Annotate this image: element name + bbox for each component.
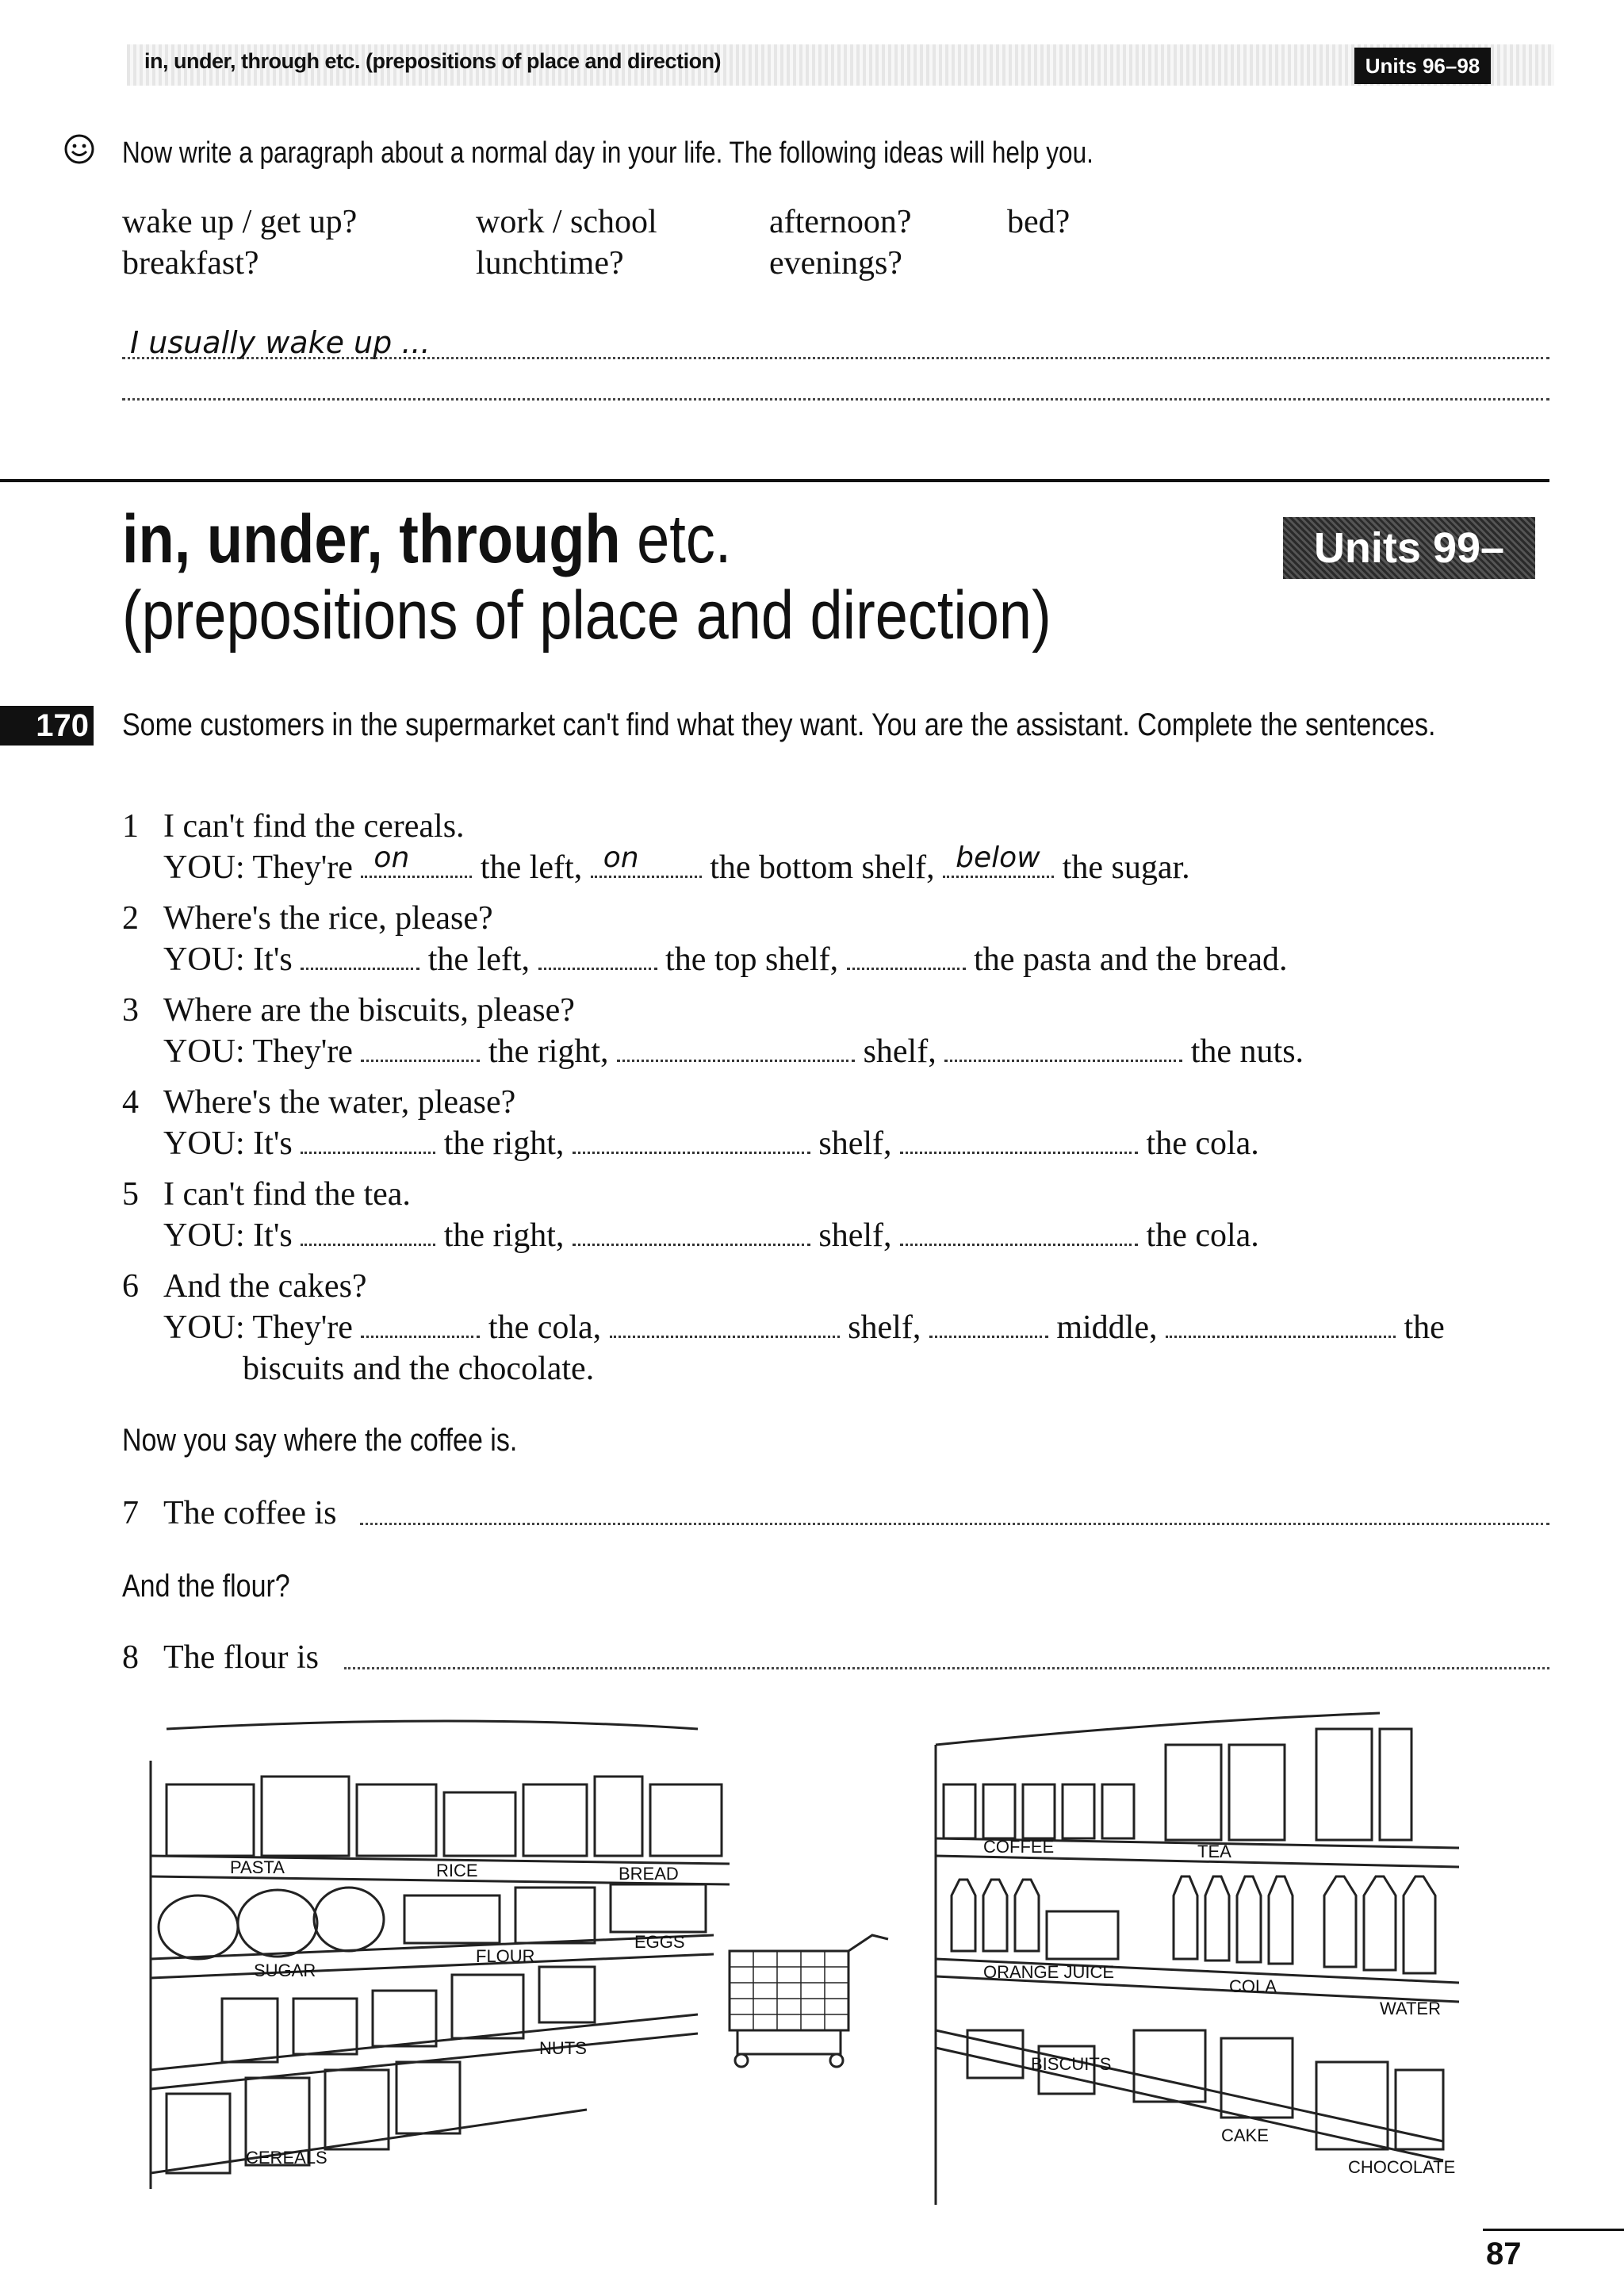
- shelf-label-tea: TEA: [1197, 1842, 1231, 1861]
- item-2-question: 2 Where's the rice, please?: [122, 900, 493, 937]
- item-6-question: 6 And the cakes?: [122, 1268, 367, 1305]
- coffee-prompt: Now you say where the coffee is.: [122, 1423, 518, 1458]
- item-6-blank-2[interactable]: [610, 1312, 840, 1338]
- item-5-blank-2[interactable]: [573, 1220, 810, 1246]
- item-3-question: 3 Where are the biscuits, please?: [122, 992, 575, 1029]
- shelf-label-cereals: CEREALS: [246, 2148, 327, 2168]
- item-6-continuation: biscuits and the chocolate.: [243, 1351, 595, 1387]
- shelf-label-eggs: EGGS: [634, 1932, 685, 1952]
- item-8-blank[interactable]: [344, 1667, 1549, 1669]
- exercise-number: 170: [0, 706, 94, 746]
- item-4-question: 4 Where's the water, please?: [122, 1084, 516, 1121]
- item-5-blank-1[interactable]: [301, 1220, 435, 1246]
- item-6-blank-1[interactable]: [361, 1312, 480, 1338]
- smiley-icon: [63, 133, 95, 165]
- units-badge-section: Units 99–103: [1283, 517, 1535, 579]
- item-4-answer: YOU: It's the right, shelf, the cola.: [163, 1125, 1259, 1162]
- item-1-answer: YOU: They're on the left, on the bottom shelf, below the sugar.: [163, 841, 1190, 886]
- shelf-label-sugar: SUGAR: [254, 1961, 316, 1980]
- item-2-answer: YOU: It's the left, the top shelf, the pasta and the bread.: [163, 941, 1288, 978]
- item-5-answer: YOU: It's the right, shelf, the cola.: [163, 1217, 1259, 1254]
- item-5-blank-3[interactable]: [900, 1220, 1138, 1246]
- section-title-rest: etc.: [620, 501, 732, 577]
- paragraph-answer-start: I usually wake up ...: [130, 325, 431, 360]
- idea-wake-up: wake up / get up?: [122, 204, 358, 240]
- shelf-label-water: WATER: [1380, 1999, 1441, 2018]
- item-1-blank-2[interactable]: on: [591, 852, 702, 878]
- section-title-bold: in, under, through: [122, 501, 621, 577]
- section-title: [122, 501, 1051, 654]
- shelf-label-nuts: NUTS: [539, 2038, 587, 2058]
- units-badge-top: Units 96–98: [1354, 48, 1491, 84]
- item-3-blank-2[interactable]: [617, 1036, 855, 1062]
- answer-line-2[interactable]: [122, 398, 1549, 401]
- shelf-label-cake: CAKE: [1221, 2125, 1269, 2145]
- idea-evenings: evenings?: [769, 245, 902, 282]
- item-2-blank-3[interactable]: [847, 944, 966, 970]
- item-3-blank-3[interactable]: [944, 1036, 1182, 1062]
- shelf-label-coffee: COFFEE: [983, 1837, 1055, 1857]
- item-3-blank-1[interactable]: [361, 1036, 480, 1062]
- section-subtitle: (prepositions of place and direction): [122, 577, 1051, 654]
- item-3-answer: YOU: They're the right, shelf, the nuts.: [163, 1033, 1304, 1070]
- item-6-blank-3[interactable]: [929, 1312, 1048, 1338]
- flour-prompt: And the flour?: [122, 1569, 290, 1604]
- idea-work-school: work / school: [476, 204, 657, 240]
- shelf-label-chocolate: CHOCOLATE: [1348, 2157, 1456, 2177]
- item-1-question: 1 I can't find the cereals.: [122, 808, 465, 845]
- item-6-blank-4[interactable]: [1166, 1312, 1396, 1338]
- shelf-label-orange-juice: ORANGE JUICE: [983, 1962, 1115, 1982]
- item-8: 8 The flour is: [122, 1639, 319, 1676]
- answer-line-1[interactable]: [122, 357, 1549, 359]
- idea-afternoon: afternoon?: [769, 204, 912, 240]
- page-number: 87: [1486, 2237, 1522, 2271]
- item-1-blank-1[interactable]: on: [361, 852, 472, 878]
- item-7: 7 The coffee is: [122, 1495, 337, 1531]
- exercise-instruction: Some customers in the supermarket can't find what they want. You are the assistant. Complete the sentences.: [122, 707, 1436, 742]
- item-6-answer: YOU: They're the cola, shelf, middle, the: [163, 1309, 1445, 1346]
- item-2-blank-1[interactable]: [301, 944, 419, 970]
- shelf-label-flour: FLOUR: [476, 1946, 535, 1966]
- running-header-title: in, under, through etc. (prepositions of place and direction): [144, 49, 722, 73]
- item-4-blank-1[interactable]: [301, 1128, 435, 1154]
- supermarket-illustration: [143, 1697, 1507, 2205]
- shelf-label-biscuits: BISCUITS: [1031, 2054, 1112, 2074]
- item-7-blank[interactable]: [360, 1523, 1549, 1525]
- item-5-question: 5 I can't find the tea.: [122, 1176, 411, 1213]
- page-number-rule: [1483, 2229, 1624, 2231]
- item-4-blank-3[interactable]: [900, 1128, 1138, 1154]
- item-2-blank-2[interactable]: [538, 944, 657, 970]
- idea-lunchtime: lunchtime?: [476, 245, 624, 282]
- paragraph-prompt: Now write a paragraph about a normal day in your life. The following ideas will help you.: [122, 136, 1094, 170]
- item-1-blank-3[interactable]: below: [943, 852, 1054, 878]
- shelf-label-bread: BREAD: [619, 1864, 679, 1884]
- shelf-label-cola: COLA: [1229, 1976, 1277, 1996]
- section-divider: [0, 479, 1549, 482]
- idea-breakfast: breakfast?: [122, 245, 259, 282]
- shelf-label-pasta: PASTA: [230, 1857, 285, 1877]
- shelf-label-rice: RICE: [436, 1861, 478, 1880]
- idea-bed: bed?: [1007, 204, 1071, 240]
- item-4-blank-2[interactable]: [573, 1128, 810, 1154]
